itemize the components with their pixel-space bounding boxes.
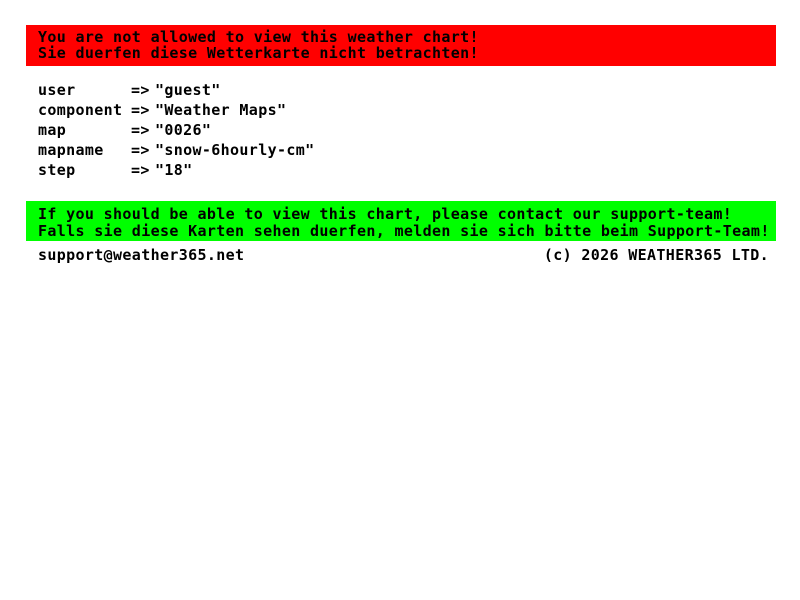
support-email: support@weather365.net [38, 246, 245, 264]
detail-value: "0026" [155, 121, 212, 139]
detail-value: "Weather Maps" [155, 101, 287, 119]
arrow-glyph: => [131, 81, 150, 99]
footer [38, 245, 769, 265]
copyright-text: (c) 2026 WEATHER365 LTD. [543, 246, 769, 264]
detail-value: "18" [155, 161, 193, 179]
request-details-list [38, 80, 314, 180]
detail-key: user [38, 81, 76, 99]
support-line-english: If you should be able to view this chart, please contact our support-team! [38, 205, 733, 223]
detail-key: map [38, 121, 67, 139]
arrow-glyph: => [131, 121, 150, 139]
detail-row-mapname [38, 140, 314, 160]
arrow-glyph: => [131, 101, 150, 119]
detail-value: "guest" [155, 81, 221, 99]
detail-row-step [38, 160, 314, 180]
support-banner [26, 201, 776, 241]
detail-key: step [38, 161, 76, 179]
error-line-german: Sie duerfen diese Wetterkarte nicht betrachten! [38, 44, 479, 62]
detail-value: "snow-6hourly-cm" [155, 141, 315, 159]
error-line-english: You are not allowed to view this weather chart! [38, 28, 479, 46]
detail-key: component [38, 101, 123, 119]
detail-row-component [38, 100, 314, 120]
error-banner [26, 25, 776, 66]
support-line-german: Falls sie diese Karten sehen duerfen, melden sie sich bitte beim Support-Team! [38, 222, 770, 240]
arrow-glyph: => [131, 141, 150, 159]
detail-key: mapname [38, 141, 104, 159]
arrow-glyph: => [131, 161, 150, 179]
detail-row-map [38, 120, 314, 140]
detail-row-user [38, 80, 314, 100]
